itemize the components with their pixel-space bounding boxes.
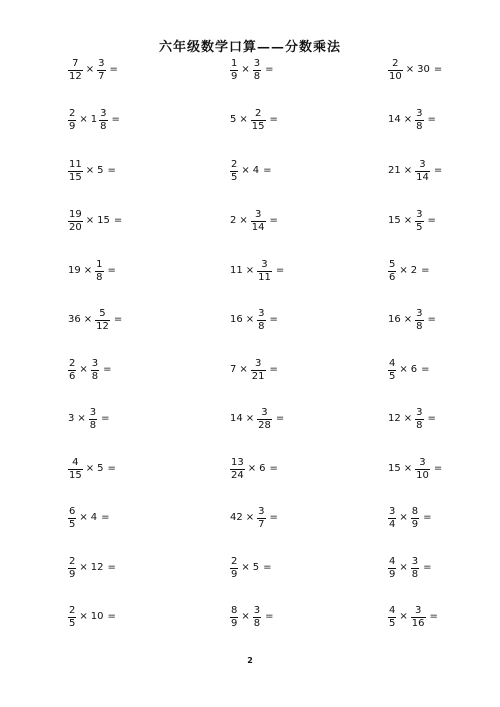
fraction-right: [251, 109, 266, 132]
fraction-left: [68, 557, 76, 580]
page-number: 2: [247, 656, 253, 665]
multiply-sign: ×: [245, 512, 255, 523]
integer-left: 15: [388, 463, 401, 474]
numerator: 7: [72, 57, 79, 69]
denominator: 4: [389, 518, 396, 530]
denominator: 20: [69, 221, 82, 233]
multiply-sign: ×: [241, 611, 250, 622]
numerator: 13: [231, 456, 244, 468]
integer-left: 2: [230, 215, 237, 226]
numerator: 8: [231, 604, 238, 616]
equals-sign: =: [427, 413, 436, 424]
denominator: 7: [258, 518, 265, 530]
multiply-sign: ×: [85, 64, 95, 75]
equals-sign: =: [427, 314, 436, 325]
numerator: 2: [69, 604, 76, 616]
problem-13: [67, 254, 116, 288]
fraction-left: [230, 458, 245, 481]
denominator: 10: [416, 469, 429, 481]
equals-sign: =: [265, 611, 274, 622]
fraction-left: [388, 557, 396, 580]
equals-sign: =: [269, 512, 278, 523]
equals-sign: =: [265, 64, 274, 75]
fraction-right: [411, 557, 419, 580]
fraction-right: [411, 507, 419, 530]
fraction-right: [415, 309, 423, 332]
fraction-left: [68, 606, 76, 629]
denominator: 5: [389, 617, 396, 629]
fraction-right: [89, 408, 97, 431]
multiply-sign: ×: [79, 611, 88, 622]
integer-right: 12: [90, 562, 104, 573]
multiply-sign: ×: [405, 64, 415, 75]
fraction-right: [95, 260, 103, 283]
equals-sign: =: [433, 64, 443, 75]
problem-11: [229, 204, 278, 238]
multiply-sign: ×: [399, 364, 408, 375]
denominator: 9: [411, 518, 419, 530]
integer-left: 12: [388, 413, 401, 424]
numerator: 3: [261, 258, 268, 270]
fraction-left: [230, 557, 238, 580]
problem-30: [387, 501, 432, 535]
multiply-sign: ×: [241, 165, 250, 176]
multiply-sign: ×: [239, 215, 248, 226]
fraction-left: [68, 210, 83, 233]
integer-right: 10: [90, 611, 104, 622]
numerator: 4: [72, 456, 79, 468]
equals-sign: =: [263, 562, 272, 573]
problem-17: [229, 303, 278, 337]
multiply-sign: ×: [85, 463, 95, 474]
multiply-sign: ×: [79, 364, 88, 375]
multiply-sign: ×: [83, 265, 93, 276]
mixed-whole-part: 1: [90, 114, 98, 125]
equals-sign: =: [423, 562, 432, 573]
multiply-sign: ×: [241, 64, 250, 75]
numerator: 1: [231, 57, 238, 69]
numerator: 11: [69, 158, 82, 170]
problem-19: [67, 353, 112, 387]
denominator: 6: [389, 271, 396, 283]
numerator: 2: [231, 555, 238, 567]
equals-sign: =: [427, 114, 436, 125]
integer-left: 36: [68, 314, 81, 325]
numerator: 6: [69, 505, 76, 517]
multiply-sign: ×: [85, 165, 95, 176]
integer-left: 3: [68, 413, 75, 424]
denominator: 16: [411, 617, 425, 629]
multiply-sign: ×: [399, 265, 408, 276]
fraction-right: [415, 210, 423, 233]
problem-1: [67, 53, 118, 87]
numerator: 4: [389, 357, 396, 369]
fraction-right: [97, 59, 105, 82]
numerator: 3: [416, 307, 423, 319]
equals-sign: =: [269, 463, 278, 474]
numerator: 3: [91, 357, 99, 369]
denominator: 5: [69, 617, 76, 629]
numerator: 3: [253, 57, 261, 69]
numerator: 2: [231, 158, 238, 170]
multiply-sign: ×: [79, 512, 88, 523]
integer-right: 5: [252, 562, 260, 573]
equals-sign: =: [101, 512, 110, 523]
numerator: 3: [254, 357, 262, 369]
problem-4: [67, 103, 120, 137]
numerator: 4: [389, 604, 396, 616]
equals-sign: =: [107, 463, 116, 474]
fraction-left: [230, 59, 238, 82]
numerator: 3: [261, 406, 268, 418]
fraction-left: [388, 59, 403, 82]
equals-sign: =: [421, 265, 430, 276]
integer-right: 5: [97, 463, 104, 474]
numerator: 2: [69, 107, 76, 119]
problem-31: [67, 551, 116, 585]
denominator: 5: [69, 518, 76, 530]
integer-left: 21: [388, 165, 401, 176]
fraction-right: [257, 309, 265, 332]
integer-left: 11: [230, 265, 243, 276]
integer-right: 4: [90, 512, 98, 523]
fraction-right: [253, 59, 261, 82]
integer-left: 15: [388, 215, 401, 226]
fraction-right: [257, 260, 272, 283]
fraction-left: [68, 458, 83, 481]
numerator: 3: [416, 107, 423, 119]
numerator: 3: [411, 555, 419, 567]
equals-sign: =: [269, 364, 278, 375]
numerator: 5: [389, 258, 396, 270]
numerator: 2: [69, 357, 76, 369]
numerator: 8: [411, 505, 419, 517]
integer-right: 5: [97, 165, 104, 176]
integer-right: 2: [410, 265, 418, 276]
denominator: 8: [411, 568, 419, 580]
denominator: 8: [89, 419, 97, 431]
denominator: 15: [251, 120, 265, 132]
fraction-left: [388, 606, 396, 629]
fraction-right: [95, 309, 110, 332]
equals-sign: =: [101, 413, 110, 424]
multiply-sign: ×: [77, 413, 86, 424]
multiply-sign: ×: [239, 364, 248, 375]
denominator: 28: [258, 419, 271, 431]
equals-sign: =: [429, 611, 438, 622]
fraction-left: [68, 160, 83, 183]
denominator: 8: [96, 271, 103, 283]
integer-right: 30: [417, 64, 430, 75]
integer-left: 19: [68, 265, 81, 276]
integer-left: 42: [230, 512, 243, 523]
problem-34: [67, 600, 116, 634]
numerator: 2: [392, 57, 399, 69]
integer-left: 16: [388, 314, 401, 325]
denominator: 8: [100, 120, 107, 132]
multiply-sign: ×: [241, 562, 250, 573]
multiply-sign: ×: [79, 562, 88, 573]
fraction-left: [388, 359, 396, 382]
problem-22: [67, 402, 110, 436]
problem-25: [67, 452, 116, 486]
multiply-sign: ×: [85, 215, 95, 226]
equals-sign: =: [433, 165, 443, 176]
equals-sign: =: [275, 265, 285, 276]
denominator: 8: [416, 120, 423, 132]
problem-32: [229, 551, 272, 585]
numerator: 3: [416, 406, 423, 418]
denominator: 7: [98, 70, 105, 82]
denominator: 12: [69, 70, 82, 82]
multiply-sign: ×: [403, 314, 413, 325]
equals-sign: =: [433, 463, 443, 474]
fraction-right: [91, 359, 99, 382]
problem-8: [229, 154, 272, 188]
integer-left: 16: [230, 314, 243, 325]
problem-27: [387, 452, 442, 486]
denominator: 6: [69, 370, 76, 382]
multiply-sign: ×: [239, 114, 248, 125]
denominator: 8: [416, 320, 423, 332]
numerator: 3: [89, 406, 97, 418]
problem-28: [67, 501, 110, 535]
denominator: 15: [69, 171, 82, 183]
fraction-right: [251, 210, 266, 233]
denominator: 9: [231, 617, 238, 629]
problem-26: [229, 452, 278, 486]
fraction-left: [68, 109, 76, 132]
multiply-sign: ×: [245, 314, 255, 325]
fraction-right: [415, 408, 423, 431]
denominator: 8: [253, 70, 261, 82]
equals-sign: =: [109, 64, 118, 75]
denominator: 5: [389, 370, 396, 382]
fraction-left: [68, 507, 76, 530]
problem-18: [387, 303, 436, 337]
problem-23: [229, 402, 284, 436]
multiply-sign: ×: [403, 165, 413, 176]
equals-sign: =: [113, 314, 123, 325]
fraction-left: [388, 260, 396, 283]
fraction-right: [251, 359, 266, 382]
integer-right: 15: [97, 215, 110, 226]
problem-5: [229, 103, 278, 137]
problem-36: [387, 600, 438, 634]
numerator: 2: [69, 555, 76, 567]
numerator: 3: [100, 107, 107, 119]
multiply-sign: ×: [83, 314, 93, 325]
problem-35: [229, 600, 274, 634]
equals-sign: =: [263, 165, 272, 176]
denominator: 15: [69, 469, 82, 481]
equals-sign: =: [421, 364, 430, 375]
denominator: 12: [96, 320, 109, 332]
integer-left: 14: [230, 413, 243, 424]
multiply-sign: ×: [403, 413, 413, 424]
denominator: 9: [69, 120, 76, 132]
problem-16: [67, 303, 122, 337]
integer-right: 6: [259, 463, 266, 474]
multiply-sign: ×: [79, 114, 88, 125]
equals-sign: =: [103, 364, 112, 375]
numerator: 3: [414, 604, 422, 616]
denominator: 11: [258, 271, 271, 283]
denominator: 14: [251, 221, 265, 233]
integer-left: 5: [230, 114, 237, 125]
numerator: 3: [258, 307, 265, 319]
integer-right: 4: [252, 165, 260, 176]
multiply-sign: ×: [399, 512, 408, 523]
fraction-right: [415, 160, 430, 183]
denominator: 21: [251, 370, 265, 382]
equals-sign: =: [107, 611, 116, 622]
integer-left: 7: [230, 364, 237, 375]
problem-7: [67, 154, 116, 188]
fraction-right: [257, 507, 265, 530]
problem-15: [387, 254, 430, 288]
multiply-sign: ×: [399, 611, 408, 622]
denominator: 10: [389, 70, 402, 82]
equals-sign: =: [107, 165, 116, 176]
problem-2: [229, 53, 274, 87]
equals-sign: =: [269, 215, 278, 226]
denominator: 14: [416, 171, 429, 183]
denominator: 9: [69, 568, 76, 580]
denominator: 8: [258, 320, 265, 332]
multiply-sign: ×: [403, 463, 413, 474]
worksheet-title: 六年级数学口算——分数乘法: [158, 40, 341, 55]
denominator: 5: [416, 221, 423, 233]
numerator: 3: [416, 208, 423, 220]
equals-sign: =: [111, 114, 120, 125]
denominator: 8: [416, 419, 423, 431]
equals-sign: =: [113, 215, 123, 226]
denominator: 8: [91, 370, 99, 382]
fraction-right: [415, 458, 430, 481]
equals-sign: =: [269, 314, 278, 325]
fraction-right: [411, 606, 426, 629]
numerator: 3: [253, 604, 261, 616]
fraction-right: [257, 408, 272, 431]
multiply-sign: ×: [247, 463, 257, 474]
equals-sign: =: [275, 413, 285, 424]
multiply-sign: ×: [399, 562, 408, 573]
problem-20: [229, 353, 278, 387]
equals-sign: =: [423, 512, 432, 523]
multiply-sign: ×: [245, 413, 255, 424]
numerator: 3: [419, 456, 426, 468]
equals-sign: =: [269, 114, 278, 125]
fraction-right: [99, 109, 107, 132]
numerator: 5: [99, 307, 106, 319]
fraction-left: [388, 507, 396, 530]
fraction-left: [230, 160, 238, 183]
denominator: 9: [231, 568, 238, 580]
denominator: 9: [389, 568, 396, 580]
problem-9: [387, 154, 442, 188]
equals-sign: =: [427, 215, 436, 226]
multiply-sign: ×: [245, 265, 255, 276]
denominator: 8: [253, 617, 261, 629]
problem-10: [67, 204, 122, 238]
multiply-sign: ×: [403, 215, 413, 226]
fraction-left: [68, 59, 83, 82]
numerator: 1: [96, 258, 103, 270]
problem-21: [387, 353, 430, 387]
problem-24: [387, 402, 436, 436]
equals-sign: =: [107, 265, 116, 276]
numerator: 4: [389, 555, 396, 567]
problem-33: [387, 551, 432, 585]
numerator: 2: [254, 107, 262, 119]
multiply-sign: ×: [403, 114, 413, 125]
denominator: 24: [231, 469, 244, 481]
denominator: 9: [231, 70, 238, 82]
numerator: 19: [69, 208, 82, 220]
problem-6: [387, 103, 436, 137]
fraction-left: [230, 606, 238, 629]
problem-14: [229, 254, 284, 288]
fraction-right: [415, 109, 423, 132]
integer-left: 14: [388, 114, 401, 125]
numerator: 3: [254, 208, 262, 220]
fraction-right: [253, 606, 261, 629]
denominator: 5: [231, 171, 238, 183]
problem-12: [387, 204, 436, 238]
numerator: 3: [389, 505, 396, 517]
integer-right: 6: [410, 364, 418, 375]
numerator: 3: [419, 158, 426, 170]
numerator: 3: [98, 57, 105, 69]
fraction-left: [68, 359, 76, 382]
numerator: 3: [258, 505, 265, 517]
equals-sign: =: [107, 562, 116, 573]
problem-3: [387, 53, 442, 87]
problem-29: [229, 501, 278, 535]
